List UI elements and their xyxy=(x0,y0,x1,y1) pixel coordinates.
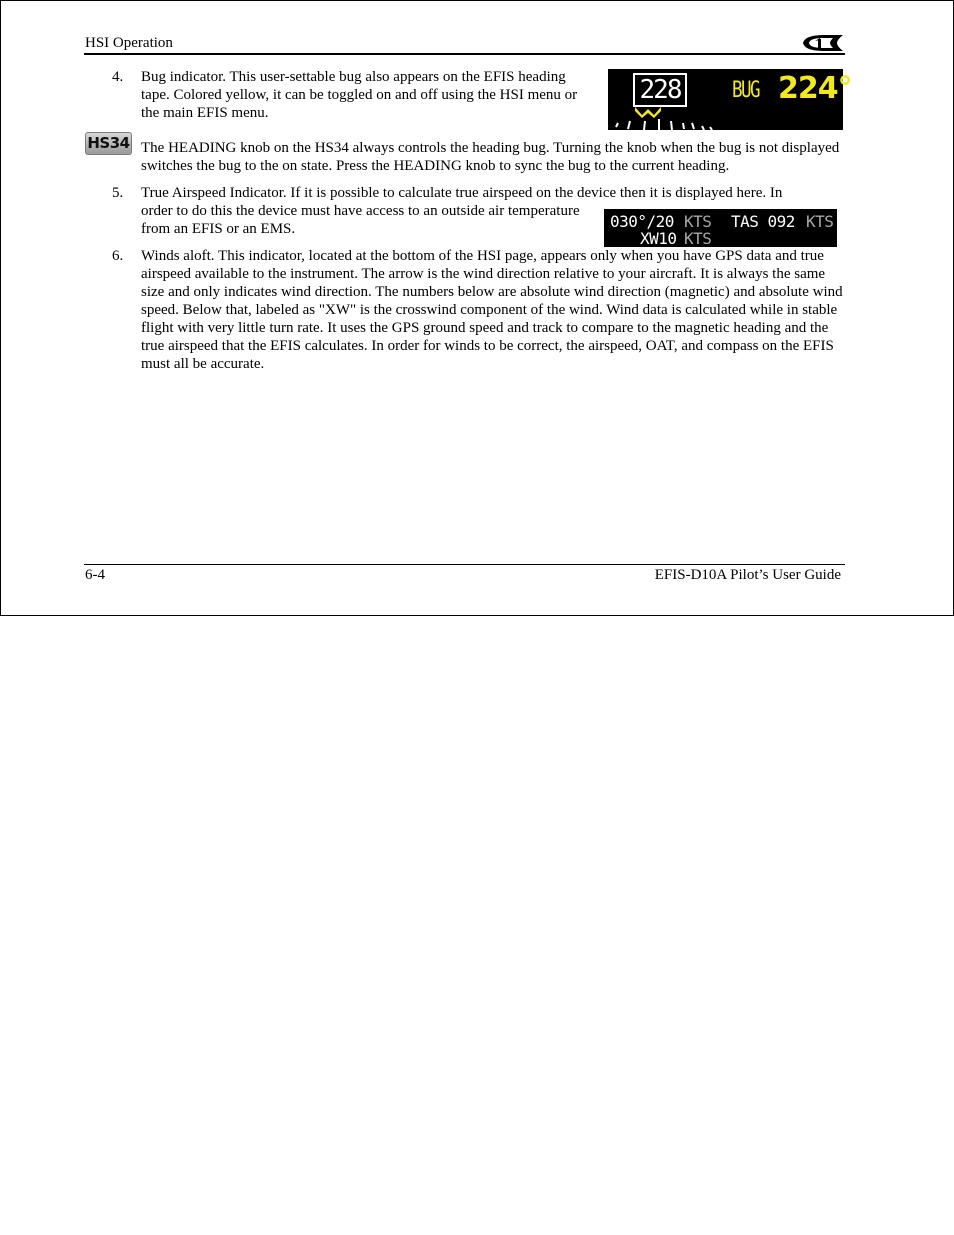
footer-guide-title: EFIS-D10A Pilot’s User Guide xyxy=(654,567,841,583)
hs34-badge: HS34 xyxy=(85,132,132,155)
item-5-text-line1: True Airspeed Indicator. If it is possible to calculate true airspeed on the device then it is displayed here. In xyxy=(141,185,783,201)
item-5-number: 5. xyxy=(112,185,124,201)
item-4-text: Bug indicator. This user-settable bug also appears on the EFIS heading tape. Colored yellow, it can be toggled on and off using the HSI menu or the main EFIS menu. xyxy=(141,69,578,121)
item-5-text-rest: order to do this the device must have access to an outside air temperature from an EFIS or an EMS. xyxy=(141,203,580,237)
crosswind-value: XW10 xyxy=(640,229,677,248)
tas-value: TAS 092 xyxy=(731,212,795,231)
header-section-title: HSI Operation xyxy=(85,35,173,51)
footer-page-number: 6-4 xyxy=(85,567,105,583)
item-6-text: Winds aloft. This indicator, located at the bottom of the HSI page, appears only when you have GPS data and true airspeed available to the instrument. The arrow is the wind direction relative to your aircraft. It is always the same size and only indicates wind direction. The numbers below are absolute wind direction (magnetic) and absolute wind speed. Below that, labeled as "XW" is the crosswind component of the wind. Wind data is calculated while in stable flight with very little turn rate. It uses the GPS ground speed and track to compare to the magnetic heading and the true airspeed that the EFIS calculates. In order for winds to be correct, the airspeed, OAT, and compass on the EFIS must all be accurate. xyxy=(141,248,843,372)
wind-tas-display-image xyxy=(604,209,837,247)
document-page xyxy=(0,0,954,616)
footer-rule xyxy=(84,564,845,565)
heading-tape-icon xyxy=(608,99,843,130)
wind-unit: KTS xyxy=(684,212,712,231)
item-4-number: 4. xyxy=(112,69,124,85)
header-rule xyxy=(84,53,845,55)
crosswind-unit: KTS xyxy=(684,229,712,248)
bug-value: 224° xyxy=(778,71,852,106)
current-heading-box: 228 xyxy=(633,73,687,107)
wind-direction-speed: 030°/20 xyxy=(610,212,674,231)
tas-unit: KTS xyxy=(806,212,834,231)
dynon-logo-icon xyxy=(801,33,845,53)
bug-label: BUG xyxy=(732,78,759,103)
hs34-note-text: The HEADING knob on the HS34 always controls the heading bug. Turning the knob when the bug is not displayed switches the bug to the on state. Press the HEADING knob to sync the bug to the current heading. xyxy=(141,140,840,174)
heading-bug-display-image xyxy=(608,69,852,130)
item-6-number: 6. xyxy=(112,248,124,264)
